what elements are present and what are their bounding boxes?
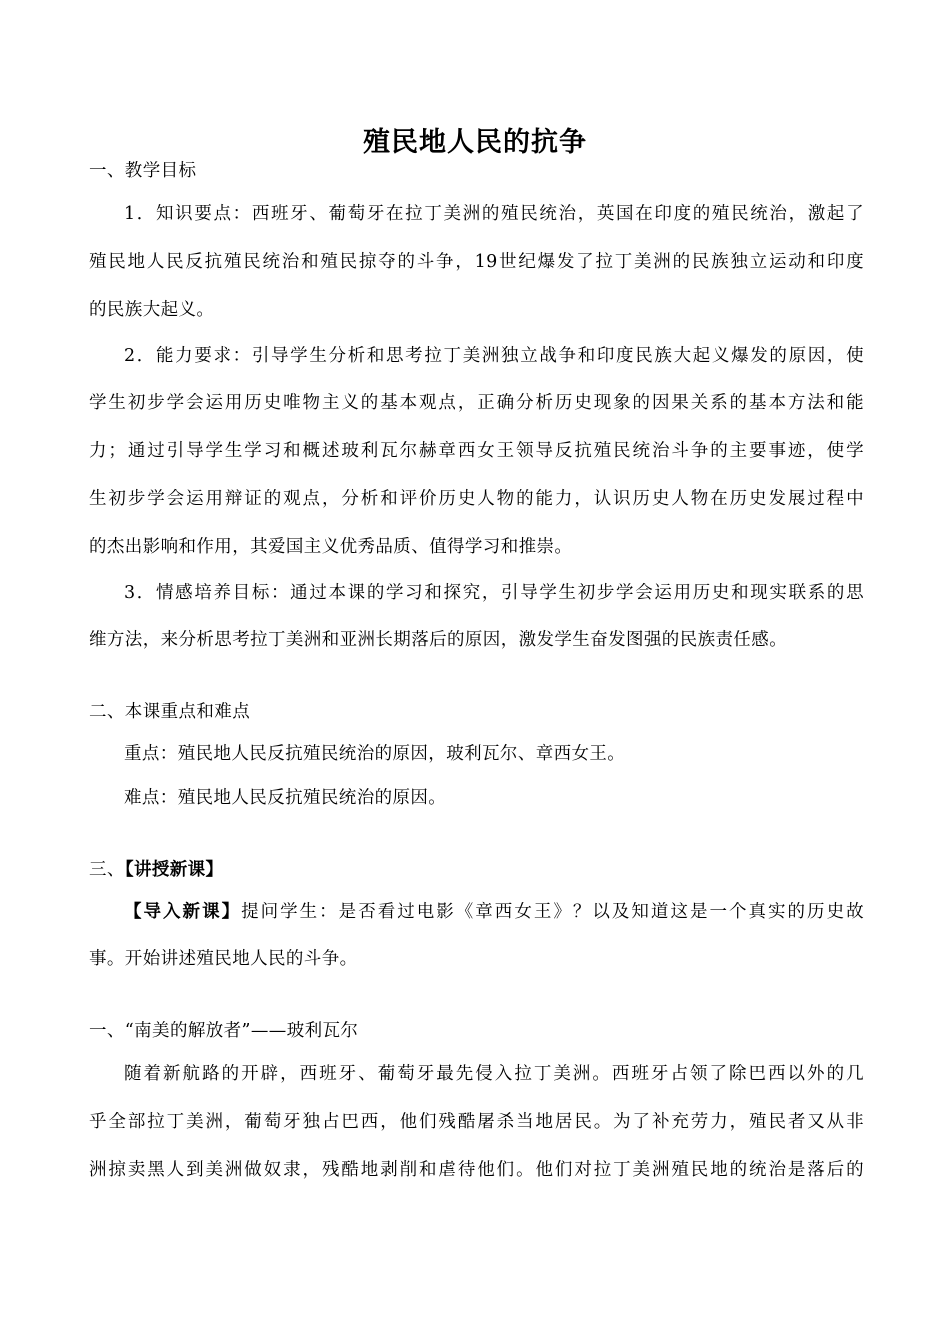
focus-difficult-line: 难点：殖民地人民反抗殖民统治的原因。 — [124, 788, 447, 808]
paragraph-line: 的民族大起义。 — [89, 300, 215, 320]
paragraph-line: 1．知识要点：西班牙、葡萄牙在拉丁美洲的殖民统治，英国在印度的殖民统治，激起了 — [124, 204, 864, 224]
section-heading-part1: 一、“南美的解放者”——玻利瓦尔 — [89, 1021, 359, 1041]
paragraph-line: 2．能力要求：引导学生分析和思考拉丁美洲独立战争和印度民族大起义爆发的原因，使 — [124, 346, 864, 366]
paragraph-line: 的杰出影响和作用，其爱国主义优秀品质、值得学习和推崇。 — [89, 537, 573, 557]
paragraph-line: 殖民地人民反抗殖民统治和殖民掠夺的斗争，19世纪爆发了拉丁美洲的民族独立运动和印度 — [89, 252, 864, 272]
paragraph-line: 学生初步学会运用历史唯物主义的基本观点，正确分析历史现象的因果关系的基本方法和能 — [89, 393, 864, 413]
section-heading-lesson — [89, 856, 864, 881]
document-title: 殖民地人民的抗争 — [363, 127, 587, 158]
section-heading-focus: 二、本课重点和难点 — [89, 702, 251, 722]
lesson-heading-prefix: 三、 — [89, 860, 125, 880]
paragraph-line: 力；通过引导学生学习和概述玻利瓦尔赫章西女王领导反抗殖民统治斗争的主要事迹，使学 — [89, 441, 864, 461]
intro-line — [124, 898, 864, 923]
paragraph-line: 随着新航路的开辟，西班牙、葡萄牙最先侵入拉丁美洲。西班牙占领了除巴西以外的几 — [124, 1064, 864, 1084]
lesson-heading-bold: 【讲授新课】 — [124, 860, 224, 880]
intro-line: 事。开始讲述殖民地人民的斗争。 — [89, 949, 358, 969]
paragraph-line: 3．情感培养目标：通过本课的学习和探究，引导学生初步学会运用历史和现实联系的思 — [124, 583, 864, 603]
paragraph-line: 生初步学会运用辩证的观点，分析和评价历史人物的能力，认识历史人物在历史发展过程中 — [89, 489, 864, 509]
paragraph-line: 洲掠卖黑人到美洲做奴隶，残酷地剥削和虐待他们。他们对拉丁美洲殖民地的统治是落后的 — [89, 1160, 864, 1180]
paragraph-line: 维方法，来分析思考拉丁美洲和亚洲长期落后的原因，激发学生奋发图强的民族责任感。 — [89, 630, 788, 650]
focus-key-line: 重点：殖民地人民反抗殖民统治的原因，玻利瓦尔、章西女王。 — [124, 744, 626, 764]
intro-label: 【导入新课】 — [124, 902, 242, 922]
paragraph-line: 乎全部拉丁美洲，葡萄牙独占巴西，他们残酷屠杀当地居民。为了补充劳力，殖民者又从非 — [89, 1112, 864, 1132]
section-heading-objectives: 一、教学目标 — [89, 161, 197, 181]
intro-text: 提问学生：是否看过电影《章西女王》？以及知道这是一个真实的历史故 — [241, 902, 864, 922]
